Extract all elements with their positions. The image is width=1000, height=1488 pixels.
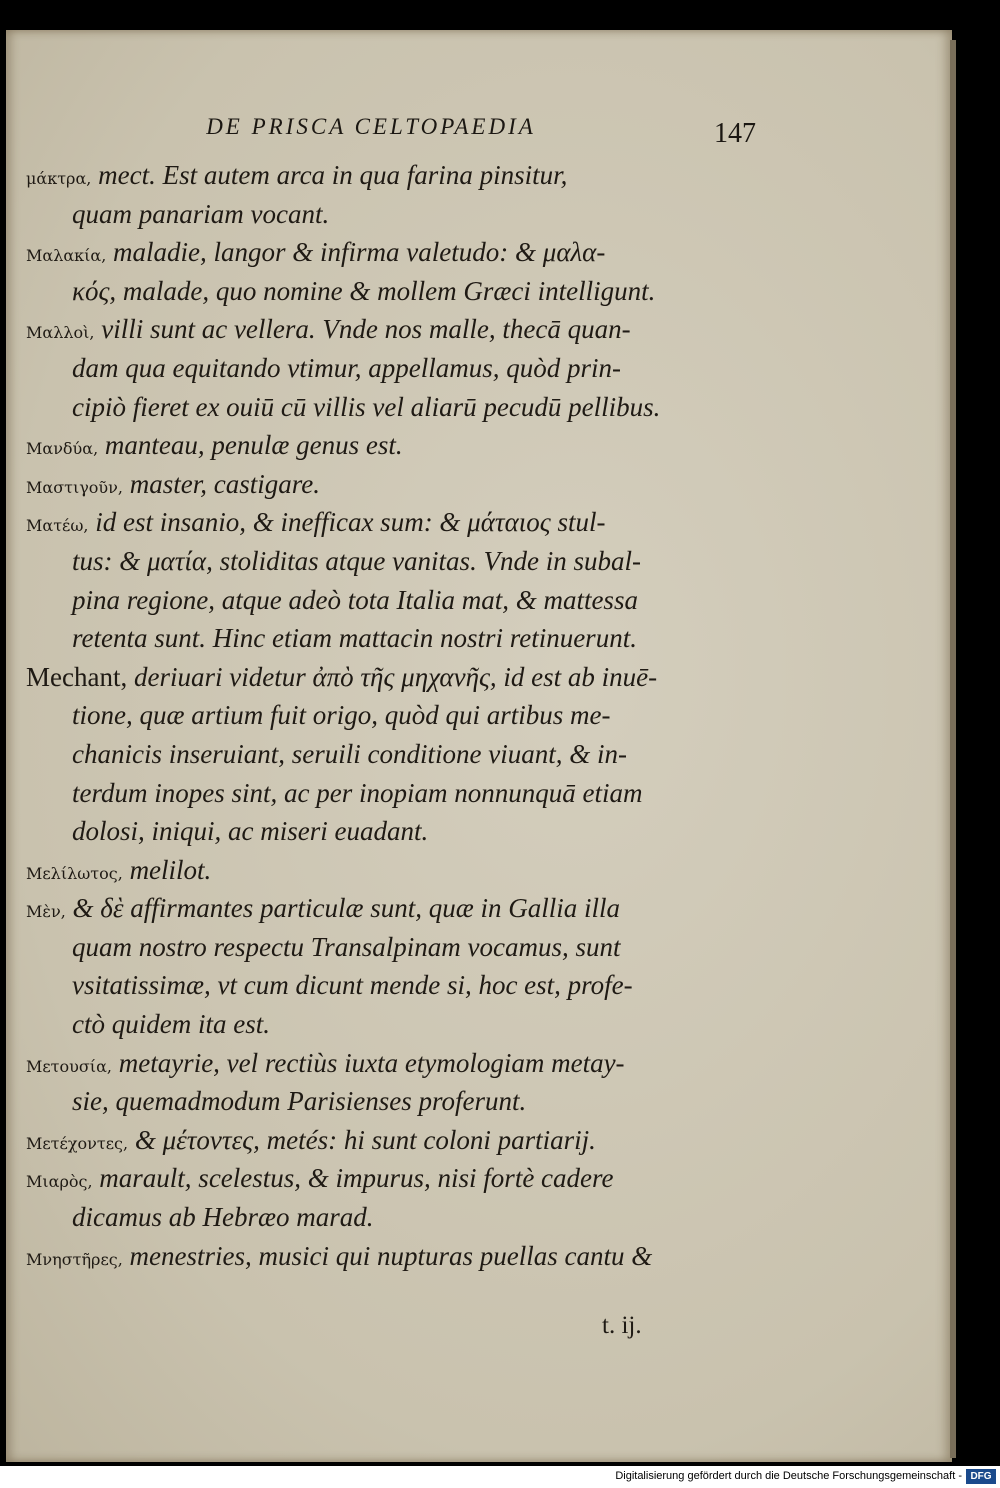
- entry-text: vsitatissimæ, vt cum dicunt mende si, hoc est, profe-: [72, 970, 633, 1001]
- page-number: 147: [714, 118, 756, 149]
- entry-text: retenta sunt. Hinc etiam mattacin nostri retinuerunt.: [72, 623, 637, 654]
- dictionary-entry: [26, 658, 738, 851]
- text-line: [26, 658, 738, 697]
- dictionary-entry: [26, 889, 738, 1043]
- book-page: [6, 30, 952, 1462]
- text-line: [26, 889, 738, 928]
- dictionary-entry: [26, 1044, 738, 1121]
- entry-text: mect. Est autem arca in qua farina pinsitur,: [98, 160, 568, 190]
- entry-lemma: Μετέχοντες,: [26, 1133, 129, 1153]
- text-line: [26, 349, 738, 388]
- text-line: [26, 1082, 738, 1121]
- text-line: [26, 581, 738, 620]
- footer-credit: Digitalisierung gefördert durch die Deutsche Forschungsgemeinschaft -: [615, 1470, 962, 1482]
- entry-text: dam qua equitando vtimur, appellamus, quòd prin-: [72, 352, 621, 383]
- entry-text: ctò quidem ita est.: [72, 1009, 270, 1040]
- text-line: [26, 310, 738, 349]
- entry-text: menestries, musici qui nupturas puellas cantu &: [129, 1240, 653, 1271]
- dictionary-entry: [26, 1159, 738, 1236]
- entry-lemma: Mechant,: [26, 661, 128, 692]
- text-line: [26, 774, 738, 813]
- entry-text: & μέτοντες, metés: hi sunt coloni partiarij.: [134, 1124, 596, 1155]
- page-edge: [950, 40, 956, 1458]
- entry-text: maladie, langor & infirma valetudo: & μαλα-: [113, 237, 606, 268]
- entry-lemma: Ματέω,: [26, 516, 89, 536]
- signature-mark: t. ij.: [602, 1312, 642, 1339]
- footer-bar: [0, 1466, 1000, 1488]
- dictionary-entry: [26, 156, 738, 233]
- entry-lemma: Μνηστῆρες,: [26, 1249, 123, 1269]
- dictionary-entry: [26, 503, 738, 657]
- dictionary-entry: [26, 233, 738, 310]
- entry-text: sie, quemadmodum Parisienses proferunt.: [72, 1086, 527, 1117]
- text-line: [26, 388, 738, 427]
- text-line: [26, 1198, 738, 1237]
- text-line: [26, 928, 738, 967]
- text-line: [26, 1044, 738, 1083]
- text-line: [26, 156, 738, 195]
- dictionary-entry: [26, 851, 738, 890]
- entry-lemma: Μελίλωτος,: [26, 863, 123, 883]
- text-line: [26, 272, 738, 311]
- text-line: [26, 812, 738, 851]
- text-line: [26, 966, 738, 1005]
- entry-text: quam nostro respectu Transalpinam vocamus, sunt: [72, 931, 621, 962]
- text-line: [26, 735, 738, 774]
- entry-text: dolosi, iniqui, ac miseri euadant.: [72, 816, 429, 847]
- entry-lemma: μάκτρα,: [26, 169, 92, 188]
- text-line: [26, 696, 738, 735]
- text-line: [26, 1121, 738, 1160]
- entry-text: metayrie, vel rectiùs iuxta etymologiam metay-: [118, 1047, 625, 1078]
- entry-lemma: Μανδύα,: [26, 439, 99, 459]
- entry-lemma: Μιαρὸς,: [26, 1172, 93, 1192]
- dictionary-entry: [26, 426, 738, 465]
- text-line: [26, 1005, 738, 1044]
- text-line: [26, 426, 738, 465]
- entry-text: manteau, penulæ genus est.: [104, 430, 403, 461]
- entry-text: deriuari videtur ἀπὸ τῆς μηχανῆς, id est ab inuē-: [133, 661, 658, 692]
- entry-text: dicamus ab Hebræo marad.: [72, 1202, 374, 1233]
- entry-text: tione, quæ artium fuit origo, quòd qui artibus me-: [72, 700, 611, 731]
- dfg-logo: DFG: [966, 1469, 996, 1484]
- dictionary-entry: [26, 310, 738, 426]
- entry-text: master, castigare.: [129, 468, 320, 499]
- entry-lemma: Μὲν,: [26, 902, 66, 922]
- entry-lemma: Μαστιγοῦν,: [26, 477, 123, 497]
- entry-text: melilot.: [129, 854, 212, 885]
- entry-text: chanicis inseruiant, seruili conditione viuant, & in-: [72, 738, 627, 769]
- entry-text: & δὲ affirmantes particulæ sunt, quæ in Gallia illa: [72, 893, 621, 924]
- running-head: DE PRISCA CELTOPAEDIA: [206, 114, 536, 139]
- text-line: [26, 851, 738, 890]
- entry-text: cipiò fieret ex ouiū cū villis vel aliarū pecudū pellibus.: [72, 391, 661, 422]
- text-line: [26, 542, 738, 581]
- entry-text: tus: & ματία, stoliditas atque vanitas. Vnde in subal-: [72, 545, 642, 576]
- text-line: [26, 1237, 738, 1276]
- dictionary-entry: [26, 1237, 738, 1276]
- text-line: [26, 195, 738, 234]
- text-line: [26, 619, 738, 658]
- entry-lemma: Μαλακία,: [26, 246, 107, 266]
- text-line: [26, 465, 738, 504]
- entry-text: terdum inopes sint, ac per inopiam nonnunquā etiam: [72, 777, 643, 808]
- entry-text: id est insanio, & inefficax sum: & μάταιος stul-: [95, 507, 606, 538]
- text-line: [26, 233, 738, 272]
- text-line: [26, 1159, 738, 1198]
- dictionary-text: [26, 156, 738, 1275]
- dictionary-entry: [26, 1121, 738, 1160]
- entry-text: κός, malade, quo nomine & mollem Græci intelligunt.: [72, 275, 656, 306]
- entry-text: villi sunt ac vellera. Vnde nos malle, thecā quan-: [101, 314, 631, 345]
- text-line: [26, 503, 738, 542]
- dictionary-entry: [26, 465, 738, 504]
- entry-text: pina regione, atque adeò tota Italia mat, & mattessa: [72, 584, 638, 615]
- entry-lemma: Μετουσία,: [26, 1056, 112, 1076]
- entry-text: quam panariam vocant.: [72, 198, 330, 229]
- entry-text: marault, scelestus, & impurus, nisi fortè cadere: [99, 1163, 614, 1194]
- entry-lemma: Μαλλοὶ,: [26, 323, 95, 343]
